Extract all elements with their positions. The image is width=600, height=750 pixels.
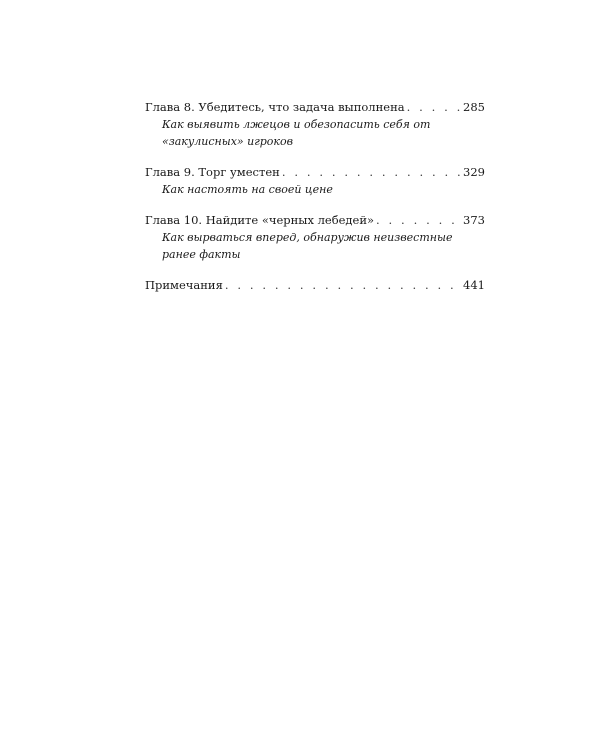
toc-line: [145, 164, 485, 180]
toc-line: [145, 277, 485, 293]
toc-entry-notes: [145, 277, 485, 293]
toc-entry-chapter-8: [145, 99, 485, 150]
toc-entry-title: Глава 10. Найдите «черных лебедей»: [145, 213, 375, 227]
dot-leader: [225, 277, 461, 293]
toc-entry-chapter-10: [145, 212, 485, 263]
toc-entry-subtitle: Как выявить лжецов и обезопасить себя от «закулисных» игроков: [162, 118, 431, 148]
toc-page-number: 441: [463, 278, 485, 292]
toc-line: [145, 212, 485, 228]
toc-entry-title: Глава 8. Убедитесь, что задача выполнена: [145, 100, 405, 114]
dot-leader: [407, 99, 461, 115]
toc-entry-subtitle: Как настоять на своей цене: [162, 183, 333, 196]
toc-entry-title: Глава 9. Торг уместен: [145, 165, 280, 179]
toc-entry-chapter-9: [145, 164, 485, 198]
dot-leader: [376, 212, 461, 228]
toc-page-number: 329: [463, 165, 485, 179]
toc-entry-subtitle: Как вырваться вперед, обнаружив неизвестные ранее факты: [162, 231, 453, 261]
dot-leader: [282, 164, 461, 180]
toc-page-number: 285: [463, 100, 485, 114]
table-of-contents: [145, 99, 485, 307]
toc-page-number: 373: [463, 213, 485, 227]
toc-entry-title: Примечания: [145, 278, 223, 292]
toc-line: [145, 99, 485, 115]
